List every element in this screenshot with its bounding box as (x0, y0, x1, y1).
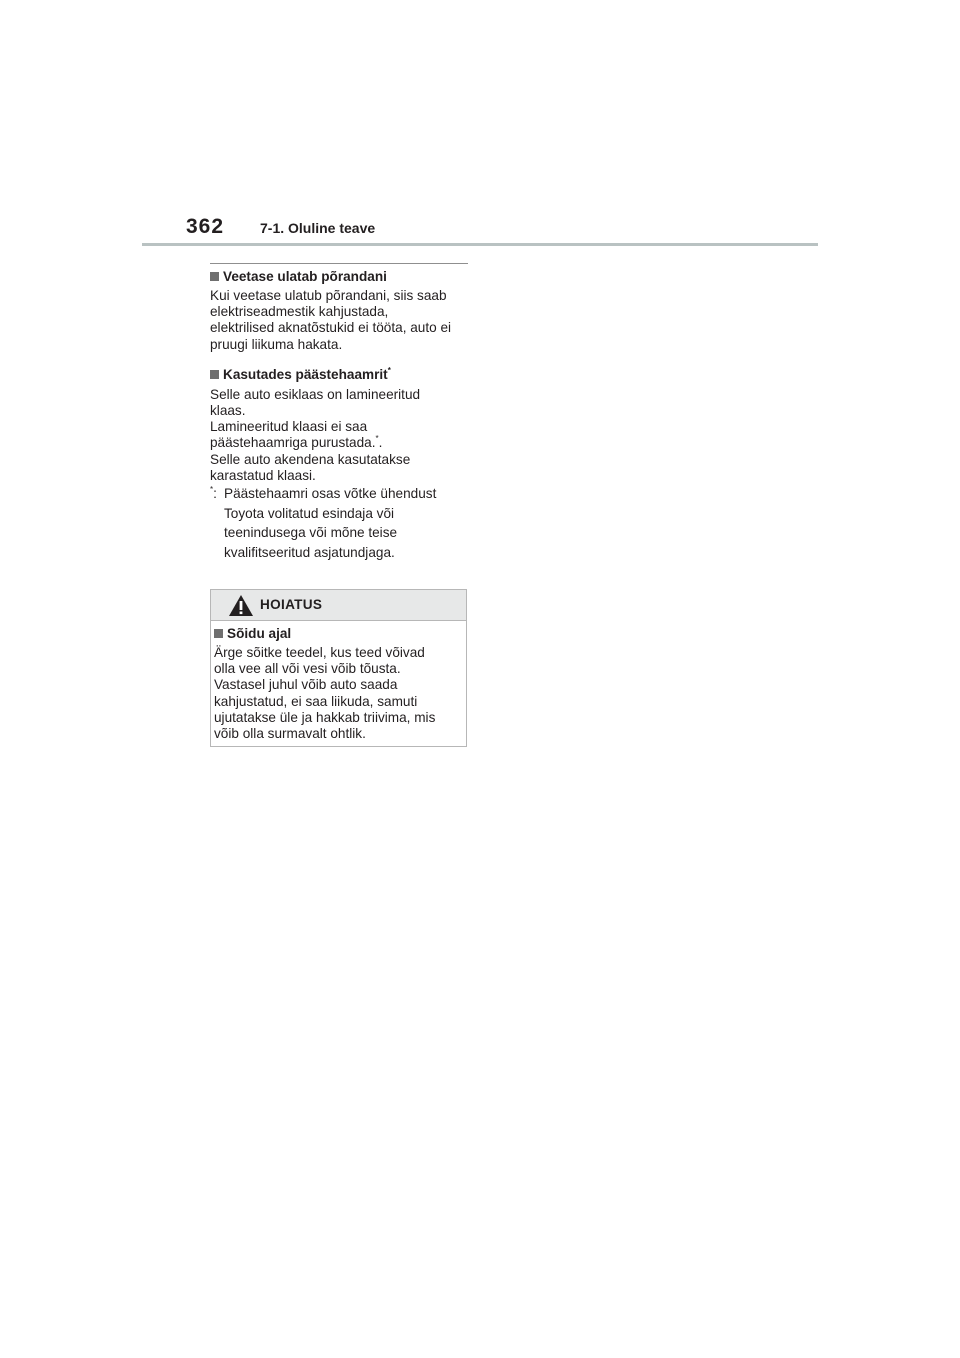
paragraph-water-level: Kui veetase ulatub põrandani, siis saab elektriseadmestik kahjustada, elektrilised aknatõstukid ei tööta, auto ei pruugi liikuma hakata. (210, 288, 452, 352)
warning-paragraph: Ärge sõitke teedel, kus teed võivad olla vee all või vesi võib tõusta. Vastasel juhul võib auto saada kahjustatud, ei saa liikuda, samuti ujutatakse üle ja hakkab triivima, mis võib olla surmavalt ohtlik. (214, 645, 436, 742)
paragraph-rescue-hammer (210, 387, 468, 484)
asterisk-mark: * (387, 365, 391, 375)
page-number: 362 (186, 215, 225, 238)
warning-triangle-icon (228, 594, 254, 617)
paragraph-part: . Selle auto akendena kasutatakse karastatud klaasi. (210, 435, 411, 483)
heading-text: Veetase ulatab põrandani (223, 269, 387, 284)
heading-label: Kasutades päästehaamrit (223, 366, 388, 382)
header-divider (142, 243, 818, 246)
heading-while-driving (214, 625, 463, 642)
footnote (210, 484, 468, 562)
heading-text: Sõidu ajal (227, 626, 292, 641)
asterisk-mark: * (210, 485, 214, 495)
warning-body (211, 621, 466, 742)
warning-box (210, 589, 467, 747)
square-bullet-icon (210, 272, 219, 281)
heading-text (223, 366, 391, 383)
square-bullet-icon (214, 629, 223, 638)
heading-water-level (210, 268, 468, 285)
footnote-colon: : (213, 486, 217, 502)
section-title: 7-1. Oluline teave (260, 220, 376, 236)
footnote-text: Päästehaamri osas võtke ühendust Toyota volitatud esindaja või teenindusega või mõne teise kvalifitseeritud asjatundjaga. (224, 486, 437, 560)
heading-rescue-hammer (210, 366, 468, 383)
text-column (210, 268, 468, 562)
warning-title: HOIATUS (260, 597, 323, 612)
footnote-marker (210, 484, 224, 562)
asterisk-mark: * (375, 434, 379, 444)
warning-header (211, 590, 466, 621)
paragraph-part: Selle auto esiklaas on lamineeritud klaas. Lamineeritud klaasi ei saa päästehaamriga purustada. (210, 386, 421, 451)
square-bullet-icon (210, 370, 219, 379)
section-divider (210, 263, 468, 264)
